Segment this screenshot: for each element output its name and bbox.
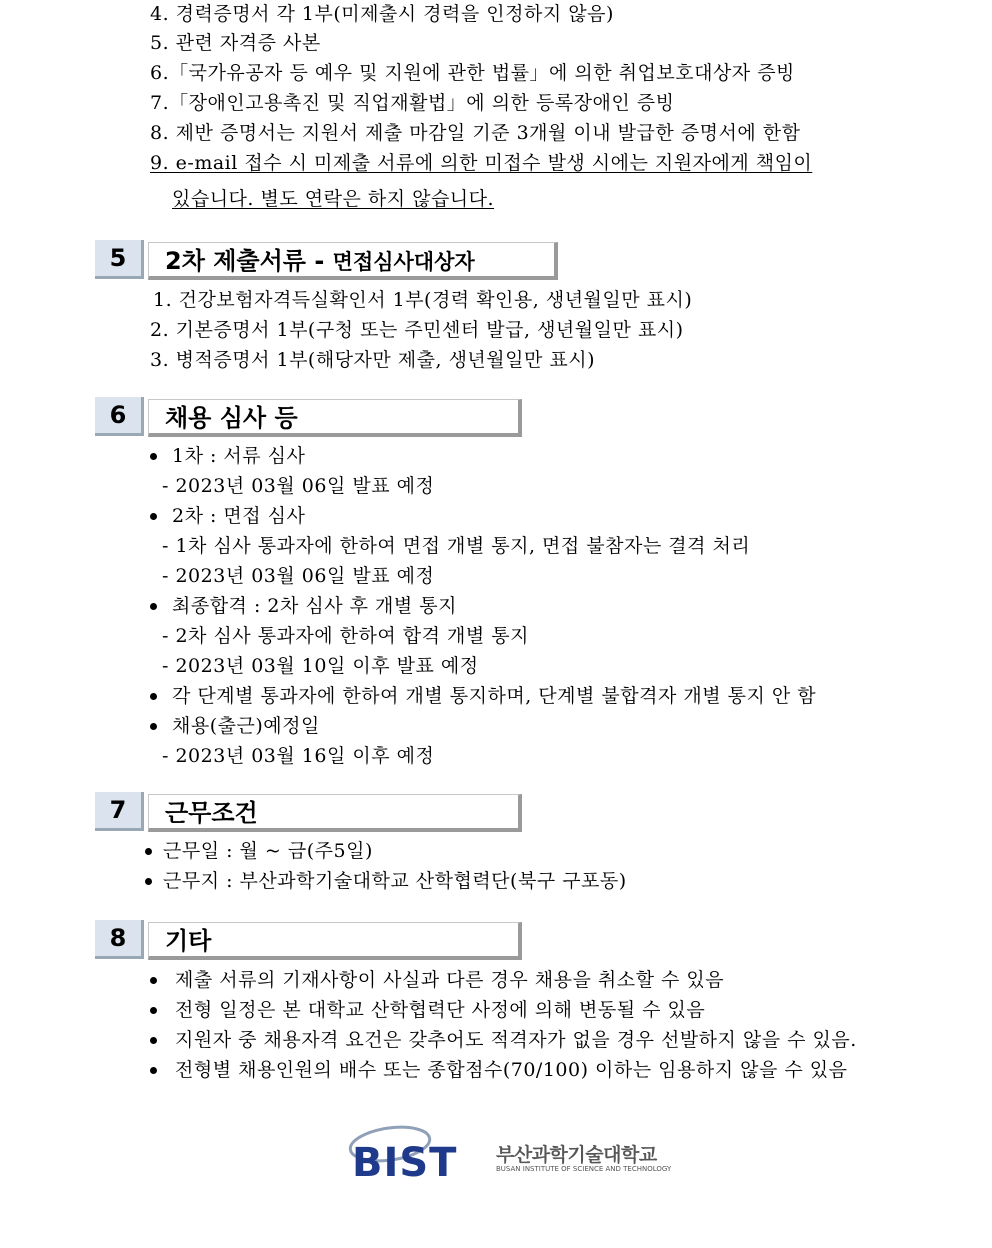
section-title-6: 채용 심사 등 xyxy=(165,404,298,432)
work-place: 근무지 : 부산과학기술대학교 산학협력단(북구 구포동) xyxy=(163,870,627,892)
review-final: 최종합격 : 2차 심사 후 개별 통지 xyxy=(172,595,457,617)
review-notification-note: 각 단계별 통과자에 한하여 개별 통지하며, 단계별 불합격자 개별 통지 안 함 xyxy=(172,685,817,707)
section-title-box-5 xyxy=(148,242,558,280)
requirement-item-6: 6.「국가유공자 등 예우 및 지원에 관한 법률」에 의한 취업보호대상자 증빙 xyxy=(150,62,795,84)
requirement-item-5: 5. 관련 자격증 사본 xyxy=(150,32,321,54)
section-title-7: 근무조건 xyxy=(165,799,258,827)
review-stage-1: 1차 : 서류 심사 xyxy=(172,445,306,467)
section-title-5 xyxy=(165,245,475,278)
bullet xyxy=(150,1037,157,1044)
review-stage-2-note: - 1차 심사 통과자에 한하여 면접 개별 통지, 면접 불참자는 결격 처리 xyxy=(162,535,751,557)
start-date-label: 채용(출근)예정일 xyxy=(172,715,320,737)
review-final-date: - 2023년 03월 10일 이후 발표 예정 xyxy=(162,655,479,677)
requirement-item-9-cont: 있습니다. 별도 연락은 하지 않습니다. xyxy=(172,188,495,210)
second-doc-item-3: 3. 병적증명서 1부(해당자만 제출, 생년월일만 표시) xyxy=(150,349,596,371)
requirement-item-8: 8. 제반 증명서는 지원서 제출 마감일 기준 3개월 이내 발급한 증명서에 한함 xyxy=(150,122,801,144)
second-doc-item-2: 2. 기본증명서 1부(구청 또는 주민센터 발급, 생년월일만 표시) xyxy=(150,319,684,341)
misc-item-1: 제출 서류의 기재사항이 사실과 다른 경우 채용을 취소할 수 있음 xyxy=(175,969,725,991)
bullet xyxy=(150,1067,157,1074)
requirement-item-9: 9. e-mail 접수 시 미제출 서류에 의한 미접수 발생 시에는 지원자에게 책임이 xyxy=(150,152,813,174)
bullet xyxy=(150,977,157,984)
section-title-box-6 xyxy=(148,399,522,437)
section-number-6: 6 xyxy=(95,397,144,436)
requirement-item-7: 7.「장애인고용촉진 및 직업재활법」에 의한 등록장애인 증빙 xyxy=(150,92,675,114)
review-final-note: - 2차 심사 통과자에 한하여 합격 개별 통지 xyxy=(162,625,529,647)
review-stage-1-date: - 2023년 03월 06일 발표 예정 xyxy=(162,475,435,497)
bullet xyxy=(150,453,157,460)
university-name: 부산과학기술대학교 xyxy=(496,1144,657,1166)
requirement-item-4: 4. 경력증명서 각 1부(미제출시 경력을 인정하지 않음) xyxy=(150,3,614,25)
section-title-5-main: 2차 제출서류 - xyxy=(165,247,333,275)
review-stage-2-date: - 2023년 03월 06일 발표 예정 xyxy=(162,565,435,587)
bist-logo-mark xyxy=(346,1118,486,1182)
misc-item-3: 지원자 중 채용자격 요건은 갖추어도 적격자가 없을 경우 선발하지 않을 수 있음. xyxy=(175,1029,857,1051)
section-number-8: 8 xyxy=(95,920,144,959)
university-logo xyxy=(346,1118,672,1182)
bullet xyxy=(145,878,152,885)
misc-item-4: 전형별 채용인원의 배수 또는 종합점수(70/100) 이하는 임용하지 않을 수 있음 xyxy=(175,1059,848,1081)
review-stage-2: 2차 : 면접 심사 xyxy=(172,505,306,527)
section-title-5-sub: 면접심사대상자 xyxy=(332,250,475,274)
section-title-8: 기타 xyxy=(165,927,212,955)
start-date-value: - 2023년 03월 16일 이후 예정 xyxy=(162,745,435,767)
second-doc-item-1: 1. 건강보험자격득실확인서 1부(경력 확인용, 생년월일만 표시) xyxy=(153,289,693,311)
section-title-box-8 xyxy=(148,922,522,960)
section-number-5: 5 xyxy=(95,240,144,279)
misc-item-2: 전형 일정은 본 대학교 산학협력단 사정에 의해 변동될 수 있음 xyxy=(175,999,706,1021)
bullet xyxy=(150,723,157,730)
bullet xyxy=(150,513,157,520)
bist-logo-text: BIST xyxy=(352,1140,458,1182)
section-title-box-7 xyxy=(148,794,522,832)
university-name-en: BUSAN INSTITUTE OF SCIENCE AND TECHNOLOGY xyxy=(496,1165,672,1173)
bullet xyxy=(150,603,157,610)
bullet xyxy=(145,848,152,855)
work-days: 근무일 : 월 ~ 금(주5일) xyxy=(163,840,373,862)
bullet xyxy=(150,693,157,700)
section-number-7: 7 xyxy=(95,792,144,831)
bullet xyxy=(150,1007,157,1014)
